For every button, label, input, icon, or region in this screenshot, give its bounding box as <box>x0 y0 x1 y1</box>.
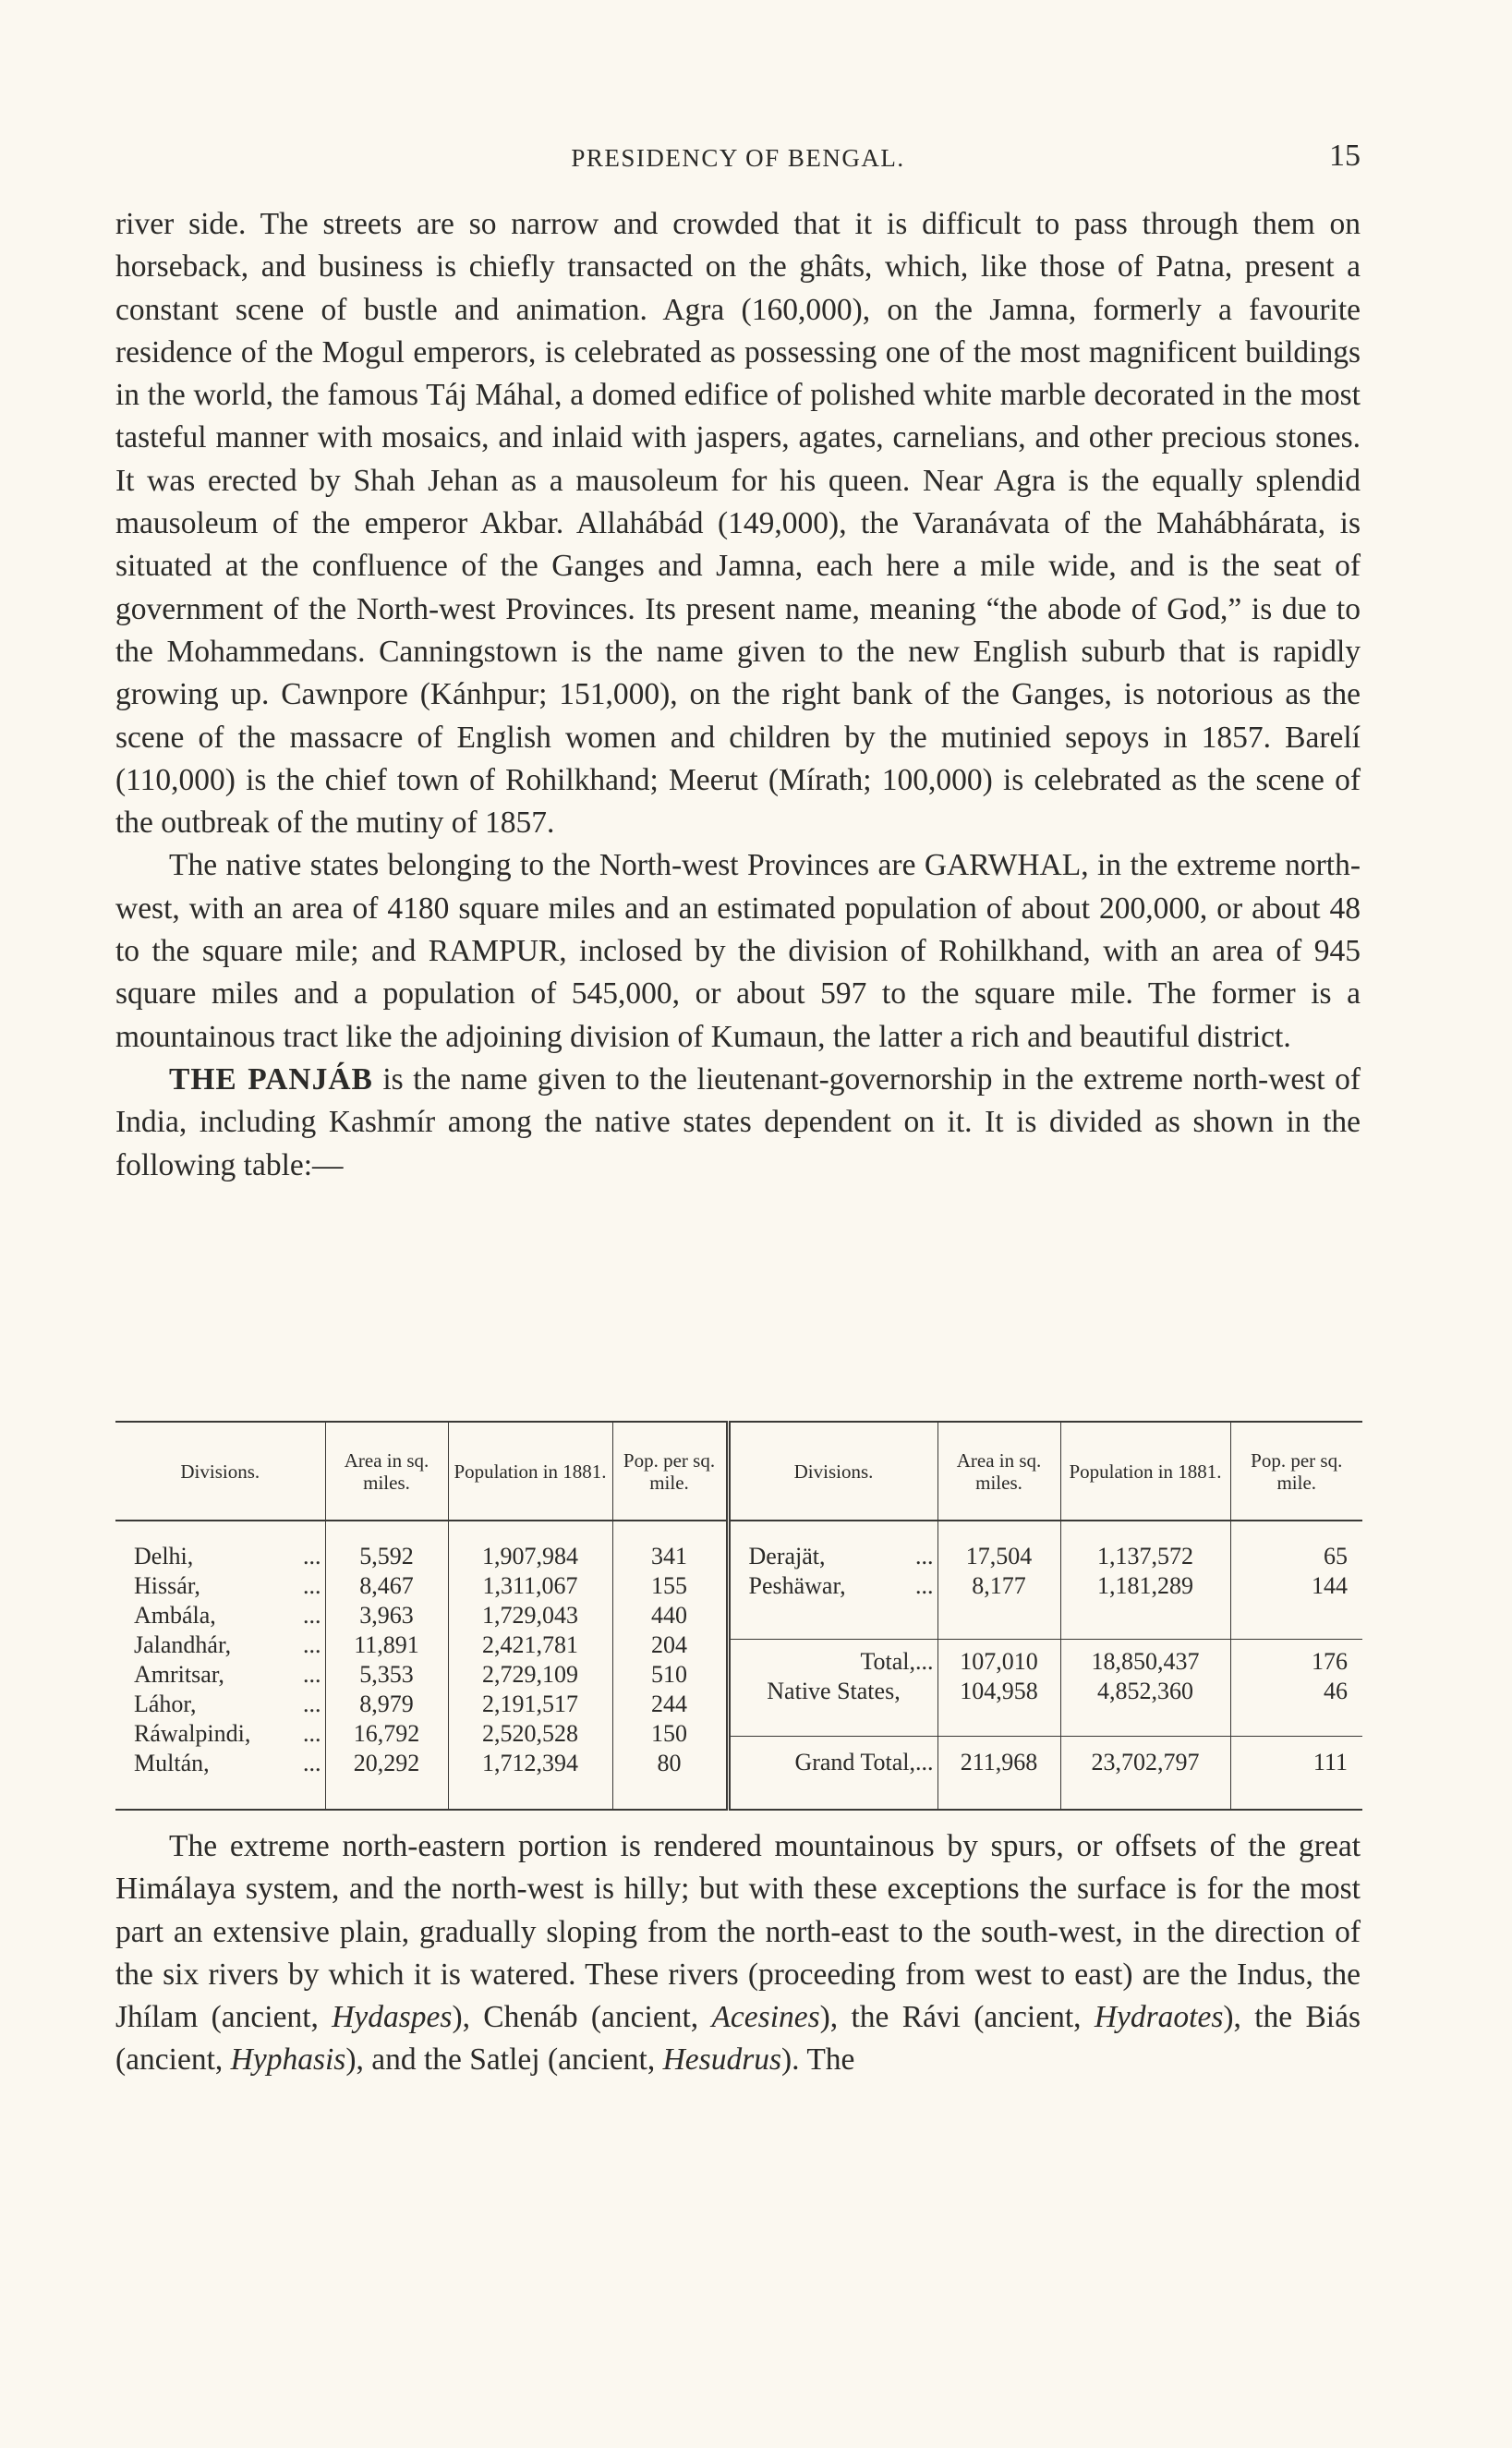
running-head: PRESIDENCY OF BENGAL. <box>571 144 905 172</box>
native-label: Native States, <box>767 1678 901 1704</box>
right-area-cell: 17,504 8,177 <box>937 1521 1060 1640</box>
right-divisions-cell <box>728 1521 937 1640</box>
grand-total-population: 23,702,797 <box>1060 1737 1230 1809</box>
table-row: Delhi, ... <box>134 1543 321 1569</box>
left-divisions-column <box>115 1521 325 1810</box>
right-population-cell: 1,137,572 1,181,289 <box>1060 1521 1230 1640</box>
header-population-right: Population in 1881. <box>1060 1422 1230 1521</box>
left-population-column: 1,907,984 1,311,067 1,729,043 2,421,781 2,729,109 2,191,517 2,520,528 1,712,394 <box>448 1521 612 1810</box>
table-row: Hissár, ... <box>134 1572 321 1599</box>
table-row: Multán, ... <box>134 1750 321 1776</box>
paragraph-3-text: is the name given to the lieutenant-governorship in the extreme north-west of India, including Kashmír among the native states dependent on it. It is divided as shown in the following table:— <box>115 1061 1361 1182</box>
grand-total-density: 111 <box>1230 1737 1362 1809</box>
body-text-bottom <box>115 1825 1361 2082</box>
total-population-cell: 18,850,437 4,852,360 <box>1060 1640 1230 1737</box>
table-row: Láhor, ... <box>134 1691 321 1717</box>
right-density-cell: 65 144 <box>1230 1521 1362 1640</box>
grand-total-label-cell <box>728 1737 937 1809</box>
section-lead: THE PANJÁB <box>169 1061 373 1097</box>
table-row: Derajät, ... <box>748 1543 934 1569</box>
left-density-column: 341 155 440 204 510 244 150 80 <box>612 1521 728 1810</box>
paragraph-3 <box>115 1059 1361 1187</box>
total-label: Total,... <box>860 1648 934 1675</box>
paragraph-4: The extreme north-eastern portion is rendered mountainous by spurs, or offsets of the great Himálaya system, and the north-west is hilly; but with these exceptions the surface is for the most part an extensive plain, gradually sloping from the north-east to the south-west, in the direction of the six rivers by which it is watered. These rivers (proceeding from west to east) are the Indus, the Jhílam (ancient, Hydaspes), Chenáb (ancient, Acesines), the Rávi (ancient, Hydraotes), the Biás (ancient, Hyphasis), and the Satlej (ancient, Hesudrus). The <box>115 1829 1361 2078</box>
page-number: 15 <box>1329 139 1361 173</box>
header-divisions-left: Divisions. <box>115 1422 325 1521</box>
grand-total-area: 211,968 <box>937 1737 1060 1809</box>
total-area-cell: 107,010 104,958 <box>937 1640 1060 1737</box>
left-area-column: 5,592 8,467 3,963 11,891 5,353 8,979 16,792 20,292 <box>325 1521 448 1810</box>
table-row: Ambála, ... <box>134 1602 321 1629</box>
paragraph-2: The native states belonging to the North-west Provinces are GARWHAL, in the extreme north-west, with an area of 4180 square miles and an estimated population of about 200,000, or about 48 to the square mile; and RAMPUR, inclosed by the division of Rohilkhand, with an area of 945 square miles and a population of 545,000, or about 597 to the square mile. The former is a mountainous tract like the adjoining division of Kumaun, the latter a rich and beautiful district. <box>115 848 1361 1054</box>
table-row: Ráwalpindi, ... <box>134 1720 321 1747</box>
header-divisions-right: Divisions. <box>728 1422 937 1521</box>
header-population-left: Population in 1881. <box>448 1422 612 1521</box>
header-density-right: Pop. per sq. mile. <box>1230 1422 1362 1521</box>
total-label-cell <box>728 1640 937 1737</box>
header-area-left: Area in sq. miles. <box>325 1422 448 1521</box>
divisions-table <box>115 1421 1362 1811</box>
table-row: Amritsar, ... <box>134 1661 321 1688</box>
table-row: Peshäwar, ... <box>748 1572 934 1599</box>
header-density-left: Pop. per sq. mile. <box>612 1422 728 1521</box>
table-row: Jalandhár, ... <box>134 1631 321 1658</box>
grand-total-label: Grand Total,... <box>794 1749 934 1775</box>
body-text-top <box>115 203 1361 1187</box>
paragraph-1: river side. The streets are so narrow and crowded that it is difficult to pass through them on horseback, and business is chiefly transacted on the ghâts, which, like those of Patna, present a constant scene of bustle and animation. Agra (160,000), on the Jamna, formerly a favourite residence of the Mogul emperors, is celebrated as possessing one of the most magnificent buildings in the world, the famous Táj Máhal, a domed edifice of polished white marble decorated in the most tasteful manner with mosaics, and inlaid with jaspers, agates, carnelians, and other precious stones. It was erected by Shah Jehan as a mausoleum for his queen. Near Agra is the equally splendid mausoleum of the emperor Akbar. Allahábád (149,000), the Varanávata of the Mahábhárata, is situated at the confluence of the Ganges and Jamna, each here a mile wide, and is the seat of government of the North-west Provinces. Its present name, meaning “the abode of God,” is due to the Mohammedans. Canningstown is the name given to the new English suburb that is rapidly growing up. Cawnpore (Kánhpur; 151,000), on the right bank of the Ganges, is notorious as the scene of the massacre of English women and children by the mutinied sepoys in 1857. Barelí (110,000) is the chief town of Rohilkhand; Meerut (Mírath; 100,000) is celebrated as the scene of the outbreak of the mutiny of 1857. <box>115 207 1361 841</box>
total-density-cell: 176 46 <box>1230 1640 1362 1737</box>
page-header <box>115 139 1361 176</box>
header-area-right: Area in sq. miles. <box>937 1422 1060 1521</box>
